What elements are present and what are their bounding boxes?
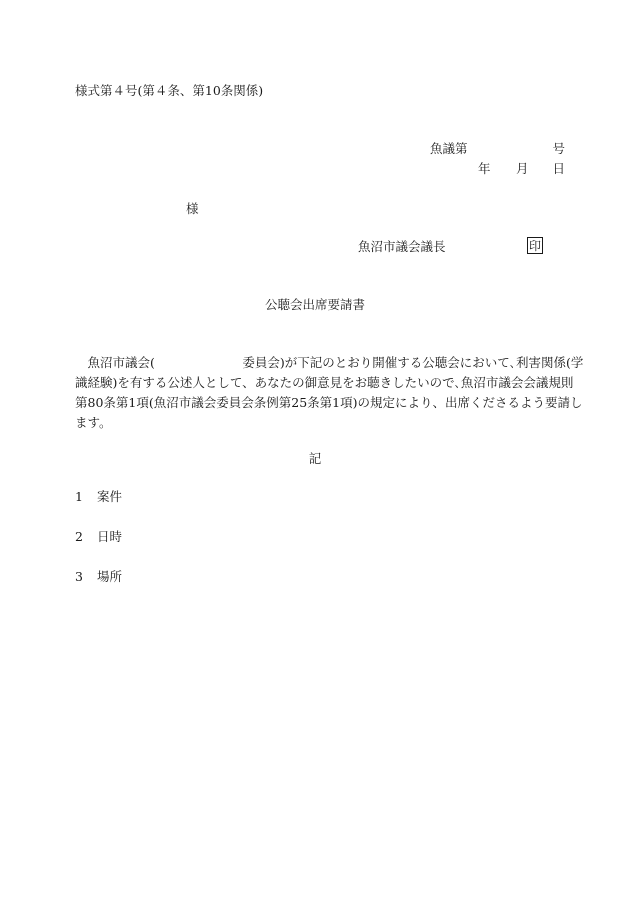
item-number: 2	[75, 529, 83, 544]
item-label: 案件	[97, 489, 123, 504]
body-line: 識経験)を有する公述人として、あなたの御意見をお聴きしたいので､魚沼市議会会議規則	[75, 375, 574, 390]
date-day-label: 日	[552, 161, 565, 176]
addressee-honorific: 様	[186, 201, 199, 216]
ki-heading: 記	[308, 451, 322, 466]
form-number: 様式第４号(第４条、第10条関係)	[75, 83, 264, 98]
list-item	[75, 571, 122, 584]
item-label: 場所	[97, 569, 123, 584]
body-line: 魚沼市議会( 委員会)が下記のとおり開催する公聴会において､利害関係(学	[75, 355, 584, 370]
item-number: 1	[75, 489, 83, 504]
document-number-prefix: 魚議第	[430, 141, 468, 156]
list-item	[75, 531, 122, 544]
item-label: 日時	[97, 529, 123, 544]
body-paragraph	[75, 353, 584, 433]
sender-name: 魚沼市議会議長	[358, 239, 446, 254]
seal-stamp-box: 印	[528, 238, 541, 253]
body-line: 第80条第1項(魚沼市議会委員会条例第25条第1項)の規定により、出席くださるよう要請し	[75, 395, 583, 410]
document-number-suffix: 号	[552, 141, 565, 156]
document-title: 公聴会出席要請書	[264, 297, 365, 312]
body-line: ます。	[75, 415, 112, 430]
date-month-label: 月	[516, 161, 529, 176]
date-year-label: 年	[478, 161, 491, 176]
list-item	[75, 491, 122, 504]
item-number: 3	[75, 569, 83, 584]
